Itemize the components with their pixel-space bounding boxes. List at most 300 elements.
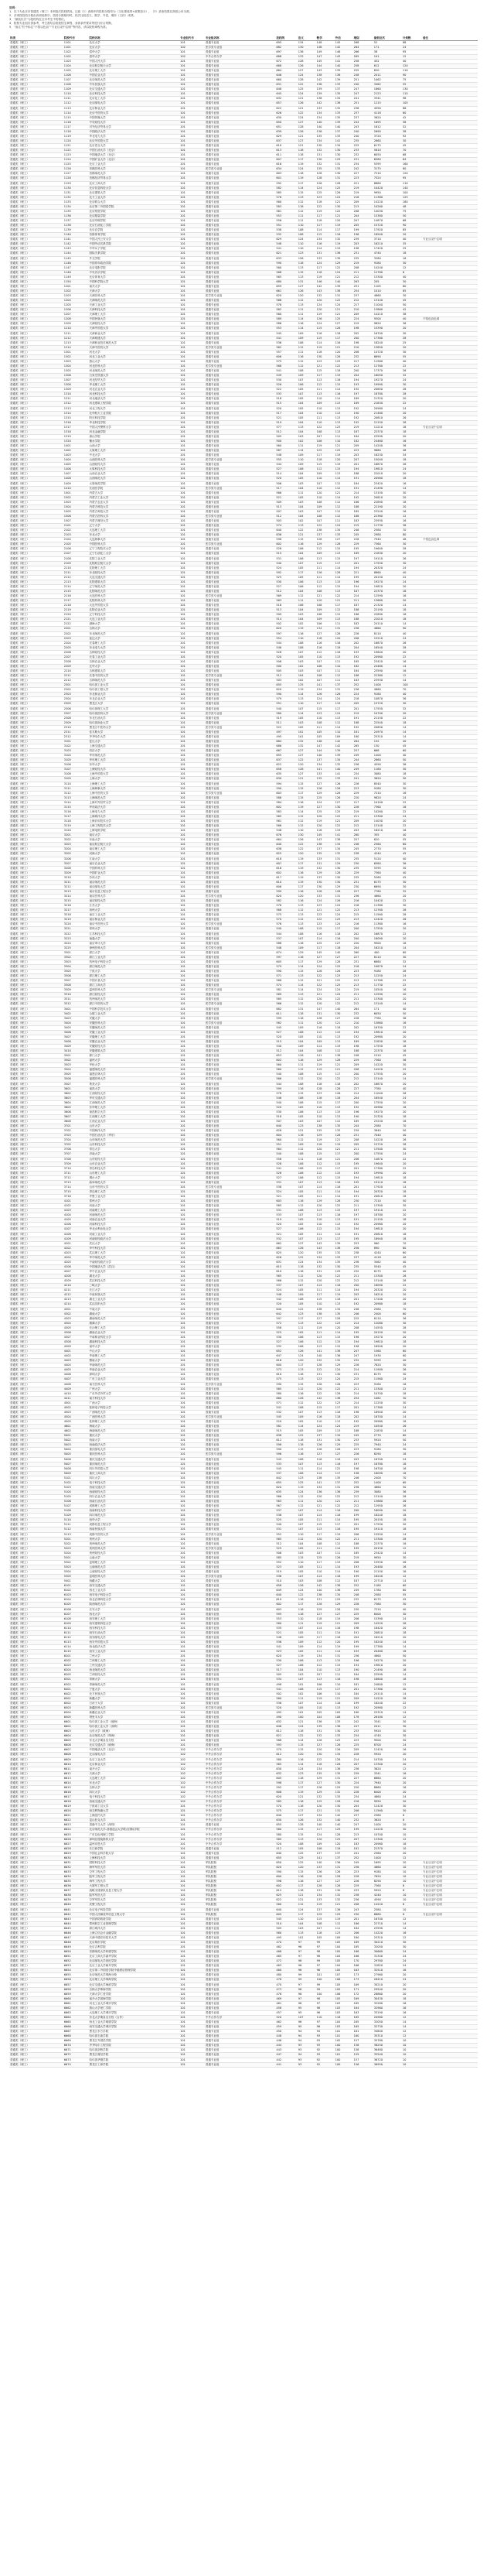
- cell-category: 普通类（理工）: [9, 1705, 63, 1710]
- table-cell: 116: [298, 1199, 316, 1204]
- table-cell: 1148: [63, 270, 89, 275]
- table-cell: 101: [179, 214, 205, 218]
- table-cell: 1180: [373, 1584, 402, 1589]
- table-cell: 40: [402, 1270, 422, 1274]
- table-cell: 20: [402, 927, 422, 932]
- table-cell: 101: [179, 1227, 205, 1232]
- table-cell: 136: [335, 1354, 353, 1359]
- cell-category: 普通类（理工）: [9, 1616, 63, 1621]
- table-cell: 225: [353, 1443, 373, 1448]
- table-cell: 普通专业组: [205, 1166, 276, 1171]
- table-cell: 西南石油大学: [88, 1500, 179, 1504]
- table-cell: 101: [179, 458, 205, 463]
- cell-remark: 不招色盲色弱: [422, 538, 478, 542]
- table-cell: 45: [402, 1598, 422, 1603]
- table-cell: 16540: [373, 645, 402, 650]
- table-cell: 普通专业组: [205, 1500, 276, 1504]
- table-cell: 18: [402, 1195, 422, 1199]
- cell-category: 普通类（理工）: [9, 641, 63, 645]
- table-cell: 133: [298, 54, 316, 59]
- table-cell: 219: [353, 425, 373, 429]
- table-cell: 530: [275, 1335, 297, 1339]
- table-cell: 7940: [373, 1443, 402, 1448]
- table-cell: 137: [316, 758, 335, 763]
- table-cell: 112: [316, 1030, 335, 1035]
- table-cell: 101: [179, 416, 205, 420]
- table-cell: 109: [316, 552, 335, 556]
- table-cell: 5001: [63, 1434, 89, 1439]
- table-cell: 541: [275, 1645, 297, 1650]
- table-cell: 101: [179, 63, 205, 68]
- table-cell: 6115: [63, 1650, 89, 1654]
- table-cell: 528: [275, 1161, 297, 1166]
- table-cell: 538: [275, 228, 297, 233]
- table-cell: 3225: [63, 946, 89, 950]
- table-cell: 105: [298, 388, 316, 392]
- table-cell: 重庆工商大学: [88, 1471, 179, 1476]
- table-cell: 121: [335, 444, 353, 449]
- table-cell: 26: [402, 1495, 422, 1500]
- cell-remark: 专业目录中注明: [422, 425, 478, 429]
- table-cell: 28: [402, 1537, 422, 1541]
- table-cell: 121: [335, 1148, 353, 1152]
- table-cell: 101: [179, 833, 205, 838]
- table-cell: 2580: [373, 1307, 402, 1312]
- table-cell: 126: [335, 1382, 353, 1387]
- cell-category: 普通类（理工）: [9, 1264, 63, 1269]
- table-cell: 537: [275, 1471, 297, 1476]
- table-cell: 116: [335, 1462, 353, 1466]
- table-cell: 104: [298, 1668, 316, 1673]
- table-cell: 183: [353, 519, 373, 524]
- table-cell: 浙江财经大学: [88, 993, 179, 997]
- table-cell: 101: [179, 1373, 205, 1377]
- table-cell: 101: [179, 200, 205, 204]
- table-cell: 129: [316, 1199, 335, 1204]
- table-cell: 610: [275, 1270, 297, 1274]
- table-cell: 191: [353, 486, 373, 491]
- table-cell: 140: [335, 1007, 353, 1011]
- table-cell: 136: [298, 50, 316, 54]
- table-cell: 安徽农业大学: [88, 1039, 179, 1044]
- cell-category: 普通类（理工）: [9, 918, 63, 922]
- table-cell: 普通专业组: [205, 1110, 276, 1114]
- table-cell: 542: [275, 1298, 297, 1302]
- cell-category: 普通类（理工）: [9, 345, 63, 350]
- table-cell: 545: [275, 1466, 297, 1471]
- table-cell: 23420: [373, 1551, 402, 1555]
- table-cell: 238: [353, 852, 373, 857]
- cell-category: 普通类（理工）: [9, 434, 63, 439]
- table-cell: 517: [275, 411, 297, 416]
- table-cell: 540: [275, 1523, 297, 1527]
- table-cell: 北京大学: [88, 45, 179, 50]
- cell-category: 普通类（理工）: [9, 880, 63, 884]
- table-cell: 4404: [63, 1363, 89, 1368]
- cell-category: 普通类（理工）: [9, 674, 63, 679]
- table-cell: 东北农业大学: [88, 697, 179, 702]
- table-cell: 219: [353, 261, 373, 265]
- table-cell: 3506: [63, 1077, 89, 1082]
- table-cell: 213: [353, 364, 373, 368]
- table-cell: 672: [275, 59, 297, 63]
- table-cell: 5111: [63, 1523, 89, 1527]
- table-cell: 101: [179, 1401, 205, 1405]
- table-cell: 113: [335, 1223, 353, 1227]
- table-cell: 200: [353, 1152, 373, 1157]
- table-cell: 105: [298, 1650, 316, 1654]
- table-cell: 124: [298, 238, 316, 242]
- table-cell: 西安理工大学: [88, 1616, 179, 1621]
- table-cell: 139: [335, 78, 353, 83]
- table-cell: 3505: [63, 1072, 89, 1077]
- table-cell: 124: [335, 524, 353, 529]
- table-cell: 114: [335, 1189, 353, 1194]
- table-cell: 110: [298, 224, 316, 228]
- table-cell: 132: [335, 106, 353, 111]
- cell-category: 普通类（理工）: [9, 1480, 63, 1485]
- table-cell: 126: [298, 256, 316, 261]
- table-cell: 221: [353, 181, 373, 186]
- table-cell: 114: [298, 693, 316, 697]
- table-cell: 139: [335, 749, 353, 754]
- table-cell: 140: [402, 186, 422, 190]
- table-cell: 20480: [373, 1565, 402, 1569]
- table-cell: 四川师范大学: [88, 1514, 179, 1518]
- table-cell: 118: [335, 1457, 353, 1462]
- table-cell: 普通专业组: [205, 997, 276, 1002]
- table-cell: 18090: [373, 1509, 402, 1514]
- table-cell: 113: [298, 425, 316, 429]
- table-cell: 5006: [63, 1457, 89, 1462]
- cell-category: 普通类（理工）: [9, 664, 63, 669]
- cell-category: 普通类（理工）: [9, 1213, 63, 1218]
- table-cell: 115: [316, 1072, 335, 1077]
- table-cell: 普通专业组: [205, 547, 276, 552]
- table-cell: 107: [316, 481, 335, 486]
- table-cell: 235: [353, 1264, 373, 1269]
- table-cell: 1140: [63, 233, 89, 238]
- table-cell: 普通专业组: [205, 1363, 276, 1368]
- table-cell: 500: [275, 664, 297, 669]
- table-cell: 60: [402, 1350, 422, 1354]
- cell-category: 普通类（理工）: [9, 1316, 63, 1321]
- cell-category: 普通类（理工）: [9, 195, 63, 200]
- table-cell: 6690: [373, 884, 402, 889]
- table-cell: 198: [353, 1045, 373, 1049]
- table-cell: 普通专业组: [205, 1298, 276, 1302]
- table-cell: 3116: [63, 809, 89, 814]
- table-cell: 200: [353, 369, 373, 374]
- table-cell: 228: [353, 538, 373, 542]
- table-cell: 河北建筑工程学院: [88, 402, 179, 406]
- table-cell: 530: [275, 1659, 297, 1664]
- table-cell: 119: [335, 1045, 353, 1049]
- table-cell: 510: [275, 1579, 297, 1584]
- table-cell: 114: [335, 1288, 353, 1293]
- table-cell: 192: [353, 416, 373, 420]
- table-cell: 6175: [373, 144, 402, 149]
- table-cell: 普通专业组: [205, 1120, 276, 1124]
- table-cell: 105: [298, 1570, 316, 1575]
- table-cell: 101: [179, 149, 205, 153]
- table-cell: 108: [316, 1541, 335, 1546]
- table-cell: 中山大学: [88, 1350, 179, 1354]
- table-cell: 104: [298, 674, 316, 679]
- table-cell: 40: [402, 857, 422, 861]
- table-cell: 北京航空航天大学: [88, 63, 179, 68]
- table-cell: 24: [402, 378, 422, 383]
- table-cell: 229: [353, 1059, 373, 1063]
- table-cell: 114: [316, 247, 335, 251]
- table-cell: 2110: [63, 566, 89, 570]
- table-cell: 497: [275, 730, 297, 734]
- cell-category: 普通类（理工）: [9, 1134, 63, 1138]
- table-cell: 101: [179, 693, 205, 697]
- table-cell: 122: [335, 824, 353, 829]
- table-cell: 3112: [63, 791, 89, 795]
- table-cell: 197: [353, 1462, 373, 1466]
- table-cell: 101: [179, 974, 205, 979]
- table-cell: 吉林财经大学: [88, 650, 179, 655]
- table-cell: 普通专业组: [205, 584, 276, 589]
- table-cell: 石家庄铁道大学: [88, 374, 179, 378]
- cell-category: 普通类（理工）: [9, 495, 63, 500]
- table-cell: 211: [353, 1500, 373, 1504]
- table-cell: 21480: [373, 411, 402, 416]
- table-cell: 120: [316, 599, 335, 604]
- table-cell: 107: [298, 1701, 316, 1705]
- table-cell: 1206: [63, 308, 89, 313]
- table-cell: 2115: [63, 589, 89, 594]
- cell-category: 普通类（理工）: [9, 829, 63, 833]
- cell-category: 普通类（理工）: [9, 1100, 63, 1105]
- table-cell: 68: [402, 153, 422, 158]
- table-cell: 111: [298, 350, 316, 354]
- table-cell: 244: [353, 758, 373, 763]
- table-cell: 116: [335, 1678, 353, 1682]
- table-cell: 19990: [373, 383, 402, 388]
- table-cell: 4213: [63, 1298, 89, 1302]
- table-cell: 101: [179, 889, 205, 894]
- table-cell: 193: [353, 1171, 373, 1175]
- table-cell: 普通专业组: [205, 627, 276, 631]
- table-cell: 中国地质大学（武汉）: [88, 1264, 179, 1269]
- table-cell: 2312: [63, 734, 89, 739]
- table-cell: 145: [316, 833, 335, 838]
- table-cell: 104: [298, 552, 316, 556]
- cell-category: 普通类（理工）: [9, 78, 63, 83]
- table-cell: 3216: [63, 904, 89, 908]
- table-cell: 191: [353, 1195, 373, 1199]
- table-cell: 101: [179, 514, 205, 518]
- table-cell: 119: [335, 829, 353, 833]
- table-cell: 2580: [373, 529, 402, 533]
- cell-category: 普通类（理工）: [9, 1312, 63, 1316]
- table-cell: 264: [353, 45, 373, 50]
- cell-category: 普通类（理工）: [9, 204, 63, 209]
- table-cell: 4308: [63, 1339, 89, 1344]
- table-cell: 100: [402, 683, 422, 688]
- table-cell: 109: [316, 472, 335, 477]
- cell-category: 普通类（理工）: [9, 1439, 63, 1443]
- table-cell: 2117: [63, 599, 89, 604]
- table-cell: 121: [335, 819, 353, 824]
- table-cell: 武汉理工大学: [88, 1250, 179, 1255]
- table-cell: 22: [402, 402, 422, 406]
- table-cell: 116: [298, 941, 316, 946]
- table-cell: 16: [402, 1668, 422, 1673]
- table-cell: 普通专业组: [205, 1335, 276, 1339]
- table-cell: 天津科技大学: [88, 308, 179, 313]
- table-cell: 22370: [373, 1049, 402, 1054]
- table-cell: 14210: [373, 313, 402, 317]
- table-cell: 1141: [63, 238, 89, 242]
- table-cell: 202: [353, 1025, 373, 1030]
- table-cell: 1143: [63, 247, 89, 251]
- table-cell: 湖南农业大学: [88, 1330, 179, 1335]
- table-cell: 114: [316, 340, 335, 345]
- table-cell: 普通专业组: [205, 613, 276, 617]
- table-cell: 101: [179, 791, 205, 795]
- table-cell: 6106: [63, 1607, 89, 1612]
- table-cell: 640: [275, 1307, 297, 1312]
- table-cell: 30: [402, 1321, 422, 1326]
- table-cell: 111: [298, 1621, 316, 1626]
- table-cell: 中华女子学院: [88, 247, 179, 251]
- cell-category: 普通类（理工）: [9, 1692, 63, 1696]
- table-cell: 华北科技学院: [88, 420, 179, 425]
- table-cell: 195: [353, 575, 373, 580]
- table-cell: 128: [335, 1134, 353, 1138]
- table-cell: 燕山大学: [88, 359, 179, 364]
- table-cell: 1202: [63, 289, 89, 293]
- table-cell: 114: [335, 1232, 353, 1237]
- table-cell: 7524: [373, 176, 402, 181]
- table-cell: 113: [335, 1420, 353, 1425]
- cell-category: 普通类（理工）: [9, 1354, 63, 1359]
- cell-category: 普通类（理工）: [9, 1082, 63, 1086]
- table-cell: 239: [353, 238, 373, 242]
- table-cell: 101: [179, 1579, 205, 1584]
- table-cell: 188: [353, 472, 373, 477]
- table-cell: 130: [316, 884, 335, 889]
- table-cell: 重庆邮电大学: [88, 1448, 179, 1452]
- table-cell: 普通专业组: [205, 495, 276, 500]
- table-cell: 122: [335, 814, 353, 819]
- table-cell: 527: [275, 1664, 297, 1668]
- table-cell: 30: [402, 782, 422, 786]
- table-cell: 广西大学: [88, 1401, 179, 1405]
- table-cell: 120: [298, 1250, 316, 1255]
- table-cell: 194: [353, 566, 373, 570]
- cell-category: 普通类（理工）: [9, 1603, 63, 1607]
- table-cell: 134: [335, 529, 353, 533]
- table-cell: 广东外语外贸大学: [88, 1391, 179, 1396]
- table-cell: 118: [316, 1143, 335, 1148]
- table-cell: 普通专业组: [205, 664, 276, 669]
- table-cell: 普通专业组: [205, 519, 276, 524]
- table-cell: 104: [298, 608, 316, 613]
- cell-category: 普通类（理工）: [9, 1077, 63, 1082]
- table-cell: 565: [275, 997, 297, 1002]
- table-cell: 119: [298, 688, 316, 693]
- table-cell: 1507: [63, 519, 89, 524]
- table-cell: 15380: [373, 214, 402, 218]
- table-cell: 普通专业组: [205, 1354, 276, 1359]
- table-cell: 594: [275, 782, 297, 786]
- table-cell: 16700: [373, 1415, 402, 1419]
- table-cell: 113: [335, 402, 353, 406]
- table-cell: 115: [316, 1523, 335, 1527]
- table-cell: 138: [335, 1246, 353, 1250]
- table-cell: 1504: [63, 505, 89, 509]
- table-cell: 141: [335, 833, 353, 838]
- table-cell: 5106: [63, 1500, 89, 1504]
- table-cell: 湖南师范大学: [88, 1316, 179, 1321]
- table-cell: 130: [402, 87, 422, 92]
- table-cell: 620: [275, 688, 297, 693]
- table-cell: 101: [179, 979, 205, 984]
- table-cell: 85: [402, 289, 422, 293]
- table-cell: 12: [402, 514, 422, 518]
- table-cell: 成都理工大学: [88, 1504, 179, 1509]
- table-cell: 599: [275, 1016, 297, 1021]
- table-cell: 124: [335, 195, 353, 200]
- table-cell: 1403: [63, 453, 89, 458]
- table-cell: 109: [298, 1645, 316, 1650]
- table-cell: 5203: [63, 1546, 89, 1551]
- table-cell: 18: [402, 1518, 422, 1523]
- table-cell: 112: [298, 979, 316, 984]
- cell-category: 普通类（理工）: [9, 1551, 63, 1555]
- table-cell: 4204: [63, 1255, 89, 1260]
- table-cell: 4306: [63, 1330, 89, 1335]
- table-cell: 126: [316, 970, 335, 974]
- table-cell: 108: [298, 1152, 316, 1157]
- table-cell: 东北林业大学: [88, 693, 179, 697]
- column-header: 院校名称: [88, 36, 179, 41]
- table-cell: 1144: [63, 251, 89, 256]
- table-cell: 514: [275, 472, 297, 477]
- table-cell: 3102: [63, 744, 89, 749]
- cell-category: 普通类（理工）: [9, 1377, 63, 1382]
- cell-category: 普通类（理工）: [9, 340, 63, 345]
- cell-category: 普通类（理工）: [9, 1645, 63, 1650]
- table-cell: 西北师范大学: [88, 1668, 179, 1673]
- table-cell: 101: [179, 369, 205, 374]
- table-cell: 西安邮电大学: [88, 1635, 179, 1640]
- table-cell: 普通专业组: [205, 1250, 276, 1255]
- table-cell: 5102: [63, 1480, 89, 1485]
- cell-category: 普通类（理工）: [9, 1330, 63, 1335]
- table-cell: 普通专业组: [205, 350, 276, 354]
- cell-category: 普通类（理工）: [9, 425, 63, 429]
- table-cell: 10260: [373, 809, 402, 814]
- table-cell: 102: [298, 622, 316, 627]
- table-cell: 对外经济贸易大学: [88, 125, 179, 129]
- table-cell: 18780: [373, 392, 402, 397]
- table-cell: 116: [335, 392, 353, 397]
- table-cell: 101: [179, 1485, 205, 1490]
- table-cell: 212: [353, 1279, 373, 1284]
- table-cell: 上海应用技术大学: [88, 819, 179, 824]
- table-cell: 110: [298, 458, 316, 463]
- table-cell: 132: [316, 162, 335, 167]
- table-cell: 101: [179, 495, 205, 500]
- table-cell: 101: [179, 1527, 205, 1532]
- table-cell: 185: [353, 1551, 373, 1555]
